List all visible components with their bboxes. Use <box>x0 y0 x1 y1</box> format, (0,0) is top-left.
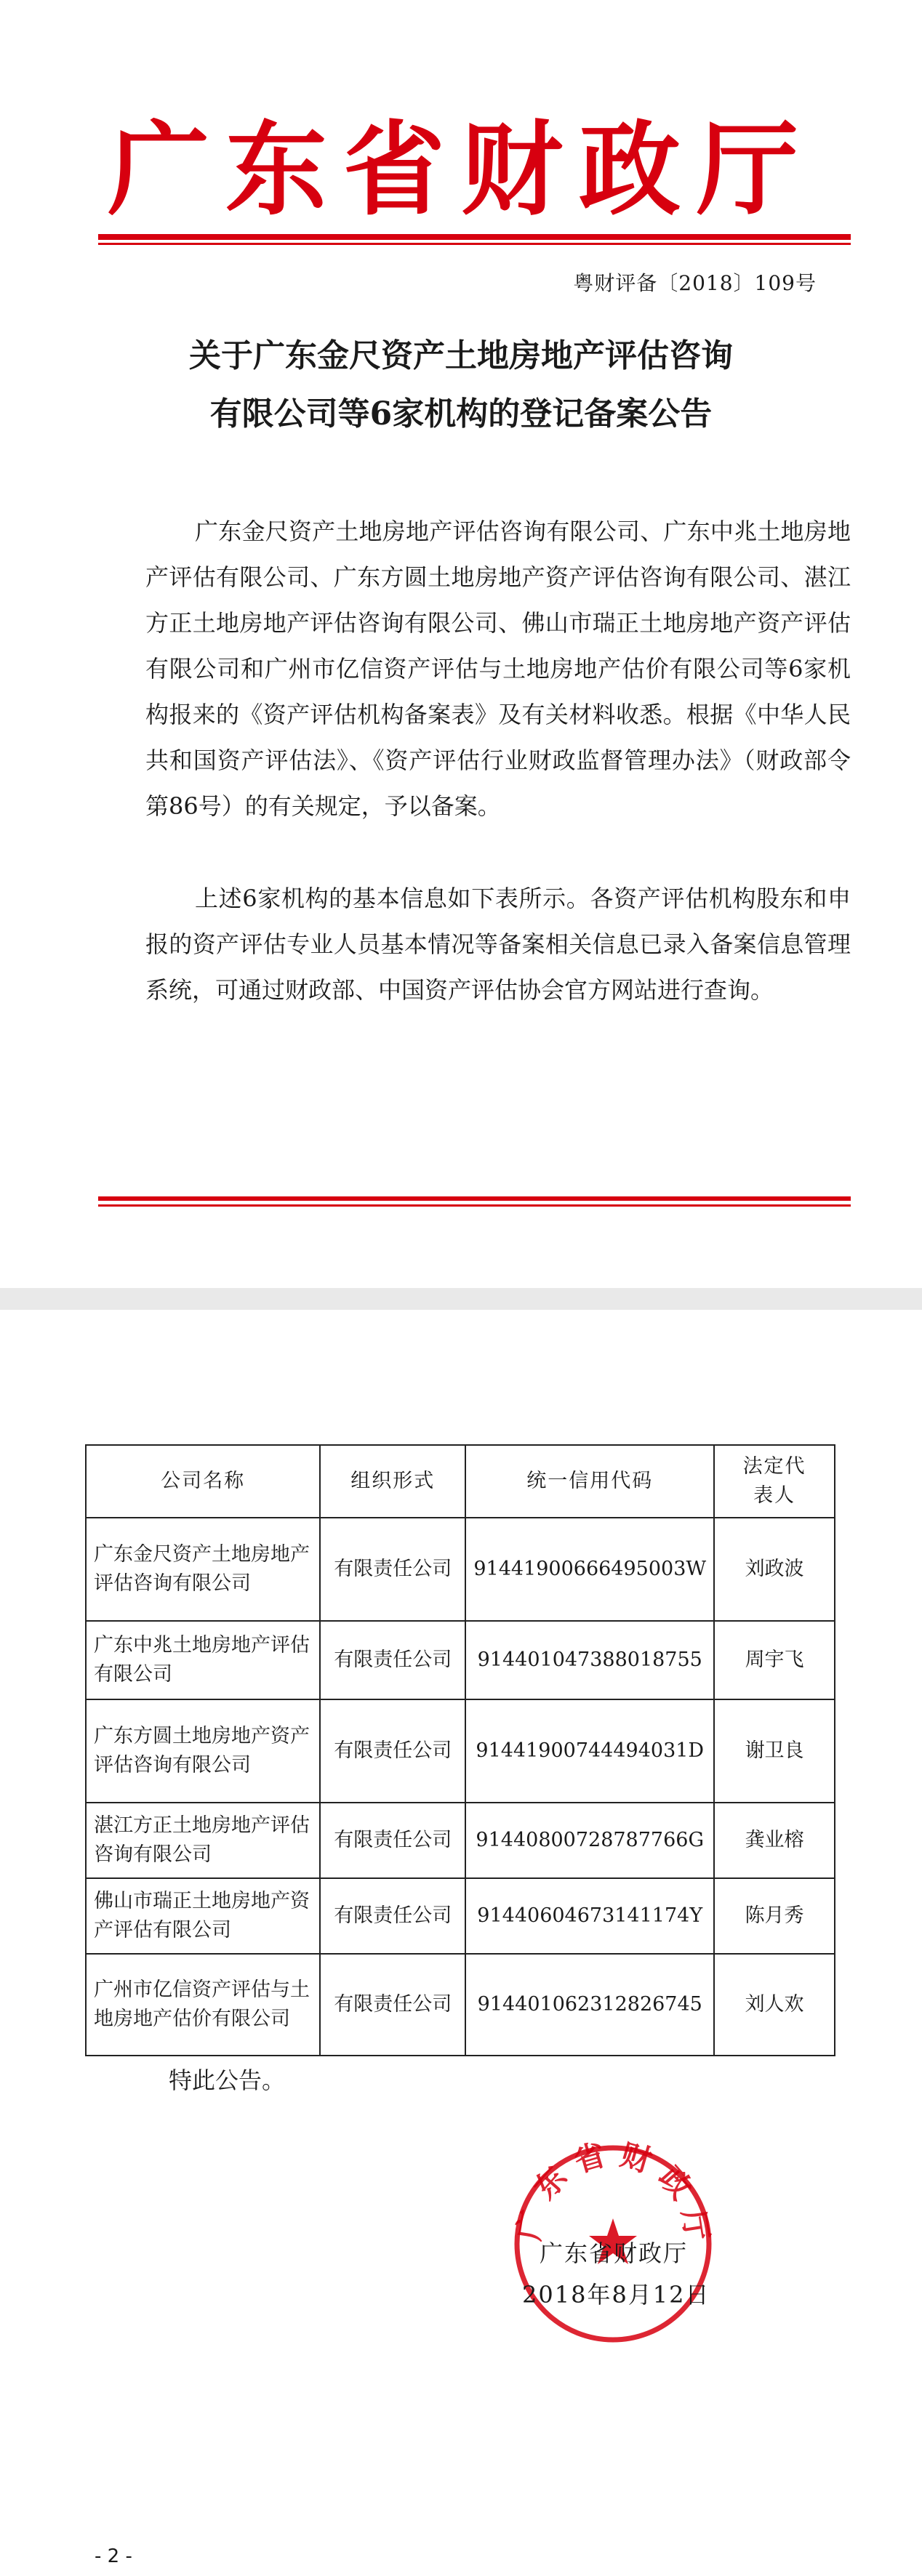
cell-org-form: 有限责任公司 <box>320 1518 465 1621</box>
letterhead-rule-thin <box>98 243 851 245</box>
cell-org-form: 有限责任公司 <box>320 1699 465 1803</box>
cell-legal-rep: 谢卫良 <box>714 1699 835 1803</box>
table-header-row <box>86 1445 835 1518</box>
cell-company: 湛江方正土地房地产评估咨询有限公司 <box>86 1803 320 1878</box>
header-company-name: 公司名称 <box>86 1445 320 1518</box>
cell-org-form: 有限责任公司 <box>320 1878 465 1954</box>
cell-company: 广州市亿信资产评估与土地房地产估价有限公司 <box>86 1954 320 2056</box>
body-paragraph-2: 上述6家机构的基本信息如下表所示。各资产评估机构股东和申报的资产评估专业人员基本情况等备案相关信息已录入备案信息管理系统，可通过财政部、中国资产评估协会官方网站进行查询。 <box>145 885 851 1004</box>
table-row <box>86 1803 835 1878</box>
svg-text:广 东 省 财 政 厅: 广 东 省 财 政 厅 <box>510 2138 715 2243</box>
cell-credit-code: 914401047388018755 <box>465 1621 714 1699</box>
cell-credit-code: 91441900744494031D <box>465 1699 714 1803</box>
signature-date: 2018年8月12日 <box>522 2281 710 2309</box>
document-title-line-2: 有限公司等6家机构的登记备案公告 <box>209 395 713 432</box>
header-org-form: 组织形式 <box>320 1445 465 1518</box>
cell-legal-rep: 陈月秀 <box>714 1878 835 1954</box>
letterhead-title: 广东省财政厅 <box>107 111 814 230</box>
cell-credit-code: 91441900666495003W <box>465 1518 714 1621</box>
cell-company: 广东金尺资产土地房地产评估咨询有限公司 <box>86 1518 320 1621</box>
table-row <box>86 1954 835 2056</box>
letterhead-rule-thick <box>98 234 851 240</box>
registration-table <box>85 1444 835 2056</box>
cell-credit-code: 91440604673141174Y <box>465 1878 714 1954</box>
header-legal-rep: 法定代表人 <box>714 1445 835 1518</box>
closing-statement: 特此公告。 <box>169 2066 286 2094</box>
table-row <box>86 1699 835 1803</box>
cell-legal-rep: 周宇飞 <box>714 1621 835 1699</box>
signature-org: 广东省财政厅 <box>540 2239 689 2267</box>
cell-company: 广东方圆土地房地产资产评估咨询有限公司 <box>86 1699 320 1803</box>
cell-org-form: 有限责任公司 <box>320 1954 465 2056</box>
header-credit-code: 统一信用代码 <box>465 1445 714 1518</box>
cell-company: 广东中兆土地房地产评估有限公司 <box>86 1621 320 1699</box>
cell-company: 佛山市瑞正土地房地产资产评估有限公司 <box>86 1878 320 1954</box>
cell-credit-code: 914401062312826745 <box>465 1954 714 2056</box>
footer-rule-thick <box>98 1196 851 1201</box>
page-number: - 2 - <box>95 2545 132 2567</box>
body-paragraph-1: 广东金尺资产土地房地产评估咨询有限公司、广东中兆土地房地产评估有限公司、广东方圆土地房地产资产评估咨询有限公司、湛江方正土地房地产评估咨询有限公司、佛山市瑞正土地房地产资产评估有限公司和广州市亿信资产评估与土地房地产估价有限公司等6家机构报来的《资产评估机构备案表》及有关材料收悉。根据《中华人民共和国资产评估法》、《资产评估行业财政监督管理办法》（财政部令第86号）的有关规定，予以备案。 <box>145 518 851 820</box>
document-number: 粤财评备〔2018〕109号 <box>573 271 817 295</box>
page-2 <box>0 1310 922 2576</box>
cell-legal-rep: 龚业榕 <box>714 1803 835 1878</box>
cell-credit-code: 91440800728787766G <box>465 1803 714 1878</box>
cell-org-form: 有限责任公司 <box>320 1621 465 1699</box>
table-row <box>86 1621 835 1699</box>
table-row <box>86 1878 835 1954</box>
document-title-line-1: 关于广东金尺资产土地房地产评估咨询 <box>189 337 733 374</box>
cell-org-form: 有限责任公司 <box>320 1803 465 1878</box>
cell-legal-rep: 刘人欢 <box>714 1954 835 2056</box>
footer-rule-thin <box>98 1204 851 1207</box>
table-row <box>86 1518 835 1621</box>
cell-legal-rep: 刘政波 <box>714 1518 835 1621</box>
